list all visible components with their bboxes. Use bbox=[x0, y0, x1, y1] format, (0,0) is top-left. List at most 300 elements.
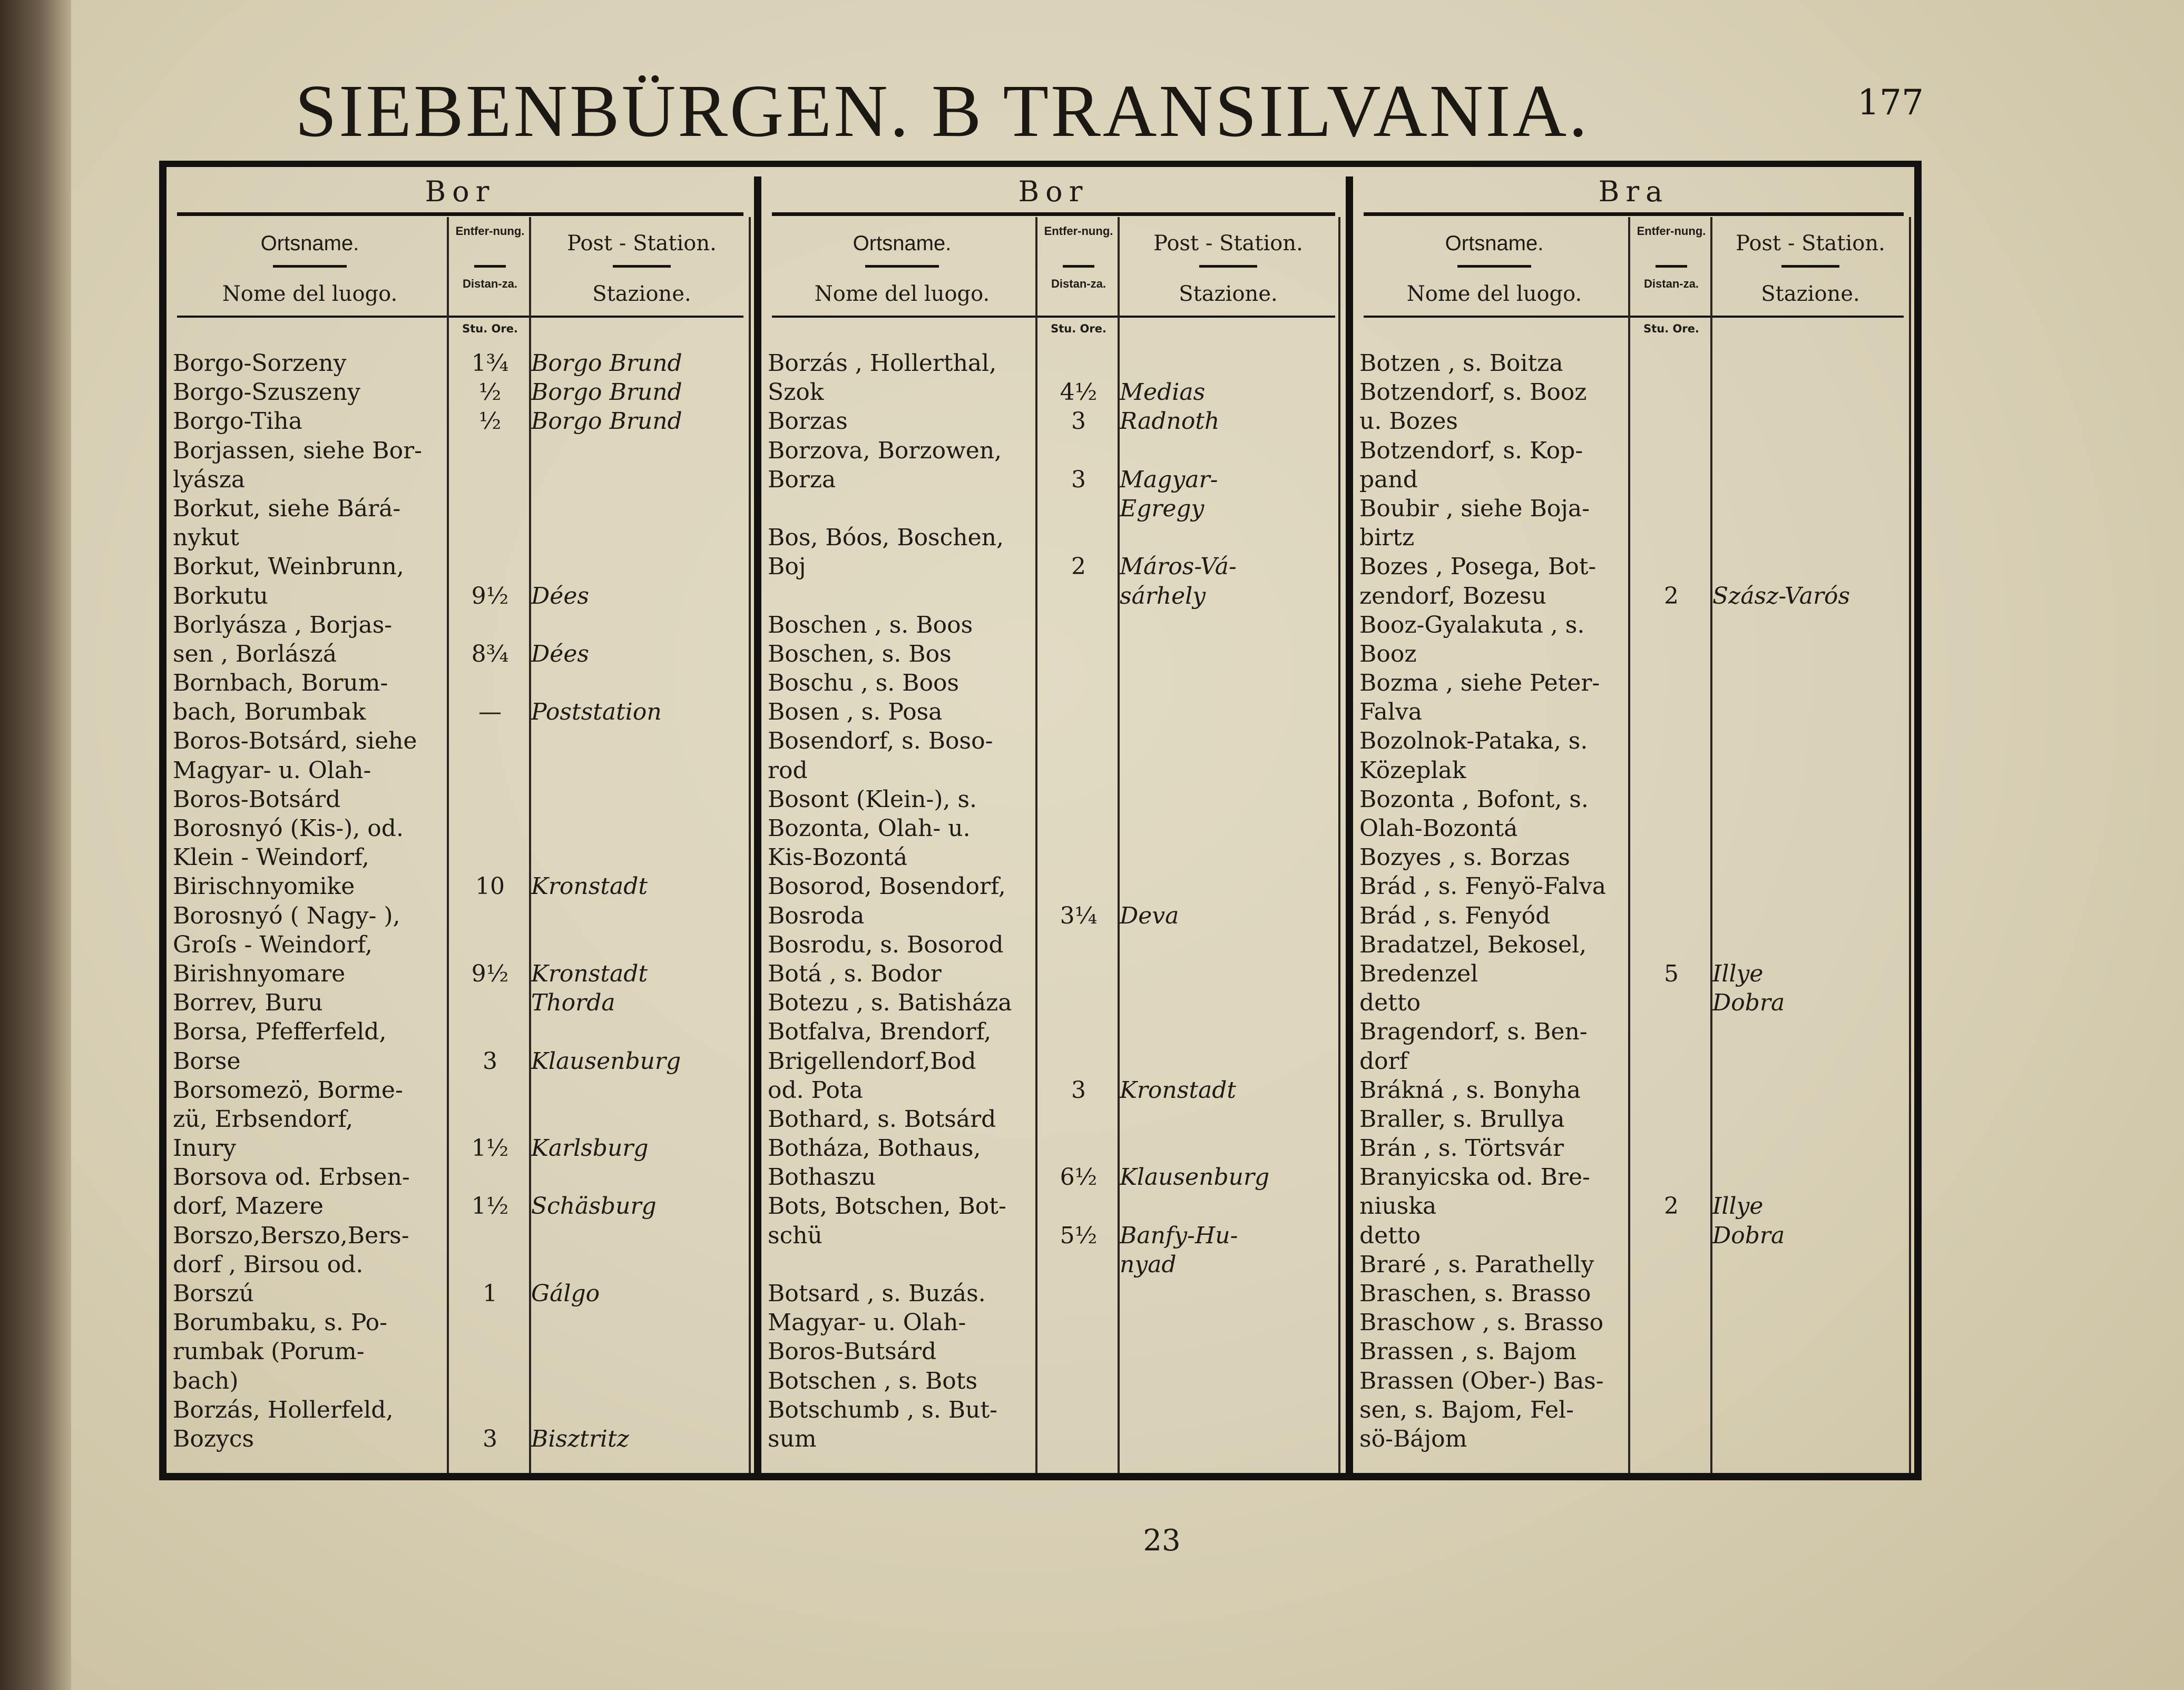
table-row bbox=[761, 582, 1346, 611]
place-name: Olah-Bozontá bbox=[1359, 815, 1518, 842]
table-rows bbox=[761, 349, 1346, 1453]
distance: — bbox=[478, 699, 502, 726]
place-name: Borsomezö, Borme- bbox=[173, 1076, 403, 1104]
distance: 3¼ bbox=[1060, 902, 1098, 929]
place-name: Borzova, Borzowen, bbox=[768, 437, 1002, 464]
table-row bbox=[1353, 785, 1914, 814]
place-name: rod bbox=[768, 756, 808, 784]
table-row bbox=[761, 1192, 1346, 1221]
place-name: Borza bbox=[768, 466, 836, 493]
table-row bbox=[1353, 1017, 1914, 1046]
place-name: Borgo-Sorzeny bbox=[173, 350, 347, 377]
place-name: Borrev, Buru bbox=[173, 989, 323, 1017]
table-row bbox=[761, 1279, 1346, 1308]
place-name: Botsard , s. Buzás. bbox=[768, 1280, 986, 1307]
header-rule bbox=[1781, 265, 1839, 268]
table-row bbox=[167, 697, 754, 726]
post-station: Szász-Varós bbox=[1712, 582, 1850, 610]
table-row bbox=[167, 349, 754, 378]
table-row bbox=[167, 1424, 754, 1453]
place-name: Booz-Gyalakuta , s. bbox=[1359, 611, 1585, 638]
place-name: Borlyásza , Borjas- bbox=[173, 611, 393, 638]
place-name: Boschen , s. Boos bbox=[768, 611, 973, 638]
post-station: Radnoth bbox=[1120, 408, 1220, 435]
table-row bbox=[167, 523, 754, 552]
post-station: sárhely bbox=[1120, 582, 1206, 610]
post-station: Máros-Vá- bbox=[1120, 553, 1237, 581]
table-row bbox=[761, 697, 1346, 726]
place-name: Boros-Butsárd bbox=[768, 1338, 937, 1365]
column-header-station-it: Stazione. bbox=[592, 282, 691, 306]
table-row bbox=[761, 1424, 1346, 1453]
place-name: Bozma , siehe Peter- bbox=[1359, 670, 1600, 697]
place-name: od. Pota bbox=[768, 1076, 863, 1104]
column-header-dist-de: Entfer-nung. bbox=[1044, 224, 1113, 238]
table-row bbox=[167, 1017, 754, 1046]
post-station: Illye bbox=[1712, 960, 1764, 987]
table-row bbox=[167, 901, 754, 930]
table-row bbox=[761, 349, 1346, 378]
table-row bbox=[167, 1163, 754, 1192]
book-binding bbox=[0, 0, 71, 1690]
column-header-dist-it: Distan-za. bbox=[1051, 277, 1106, 290]
table-row bbox=[167, 407, 754, 436]
place-name: Borszo,Berszo,Bers- bbox=[173, 1222, 409, 1249]
table-row bbox=[1353, 640, 1914, 669]
place-name: Borkut, siehe Bárá- bbox=[173, 495, 401, 522]
table-row bbox=[1353, 1163, 1914, 1192]
distance: 1½ bbox=[471, 1135, 509, 1162]
place-name: lyásza bbox=[173, 466, 246, 493]
table-row bbox=[761, 726, 1346, 755]
place-name: Falva bbox=[1359, 699, 1422, 726]
table-row bbox=[1353, 872, 1914, 901]
table-row bbox=[761, 843, 1346, 872]
place-name: Borsova od. Erbsen- bbox=[173, 1164, 410, 1191]
table-row bbox=[167, 959, 754, 988]
place-name: Bosrodu, s. Bosorod bbox=[768, 931, 1004, 958]
post-station: Dées bbox=[531, 640, 589, 667]
column-header-station-de: Post - Station. bbox=[1736, 231, 1885, 256]
place-name: bach, Borumbak bbox=[173, 699, 366, 726]
post-station: Dobra bbox=[1712, 989, 1785, 1017]
place-name: Bozonta , Bofont, s. bbox=[1359, 785, 1589, 813]
table-row bbox=[761, 1163, 1346, 1192]
table-row bbox=[167, 785, 754, 814]
place-name: Borsa, Pfefferfeld, bbox=[173, 1018, 387, 1046]
place-name: nykut bbox=[173, 524, 239, 552]
place-name: dorf , Birsou od. bbox=[173, 1251, 364, 1278]
place-name: Braschow , s. Brasso bbox=[1359, 1309, 1604, 1337]
place-name: Boros-Botsárd, siehe bbox=[173, 728, 417, 755]
table-row bbox=[1353, 1367, 1914, 1396]
distance: 5 bbox=[1664, 960, 1679, 987]
distance: 1 bbox=[483, 1280, 497, 1307]
place-name: Bragendorf, s. Ben- bbox=[1359, 1018, 1588, 1046]
table-row bbox=[1353, 407, 1914, 436]
column-header-dist-it: Distan-za. bbox=[1644, 277, 1699, 290]
table-row bbox=[167, 1367, 754, 1396]
post-station: Medias bbox=[1120, 379, 1206, 406]
table-row bbox=[1353, 988, 1914, 1017]
table-row bbox=[1353, 1308, 1914, 1337]
place-name: Brán , s. Törtsvár bbox=[1359, 1135, 1564, 1162]
table-row bbox=[761, 959, 1346, 988]
place-name: dorf bbox=[1359, 1047, 1408, 1075]
table-row bbox=[761, 378, 1346, 407]
place-name: Boubir , siehe Boja- bbox=[1359, 495, 1590, 522]
place-name: Brád , s. Fenyód bbox=[1359, 902, 1551, 929]
place-name: Botzen , s. Boitza bbox=[1359, 350, 1563, 377]
table-row bbox=[167, 465, 754, 494]
post-station: Borgo Brund bbox=[531, 350, 682, 377]
distance: 10 bbox=[475, 873, 505, 900]
distance: 3 bbox=[483, 1047, 497, 1075]
distance: ½ bbox=[478, 379, 502, 406]
place-name: Magyar- u. Olah- bbox=[173, 756, 371, 784]
place-name: Bots, Botschen, Bot- bbox=[768, 1193, 1006, 1220]
gazetteer-table bbox=[159, 161, 1922, 1480]
post-station: Borgo Brund bbox=[531, 408, 682, 435]
place-name: Braller, s. Brullya bbox=[1359, 1105, 1565, 1133]
table-row bbox=[1353, 930, 1914, 959]
table-row bbox=[1353, 726, 1914, 755]
place-name: Bosroda bbox=[768, 902, 865, 929]
distance: 2 bbox=[1071, 553, 1086, 581]
table-row bbox=[167, 582, 754, 611]
unit-label: Stu. Ore. bbox=[1643, 322, 1699, 335]
place-name: sen , Borlászá bbox=[173, 640, 337, 667]
column-header-name-de: Ortsname. bbox=[260, 232, 359, 255]
table-row bbox=[167, 494, 754, 523]
section-heading: Bor bbox=[1018, 175, 1089, 208]
post-station: nyad bbox=[1120, 1251, 1177, 1278]
place-name: Botháza, Bothaus, bbox=[768, 1135, 981, 1162]
place-name: Birishnyomare bbox=[173, 960, 346, 987]
place-name: Bosont (Klein-), s. bbox=[768, 785, 977, 813]
place-name: sum bbox=[768, 1425, 817, 1452]
place-name: niuska bbox=[1359, 1193, 1437, 1220]
table-row bbox=[1353, 814, 1914, 843]
place-name: Botschumb , s. But- bbox=[768, 1396, 998, 1423]
place-name: Booz bbox=[1359, 640, 1417, 667]
place-name: Birischnyomike bbox=[173, 873, 355, 900]
table-row bbox=[167, 1105, 754, 1134]
table-row bbox=[761, 1076, 1346, 1105]
place-name: Borgo-Tiha bbox=[173, 408, 302, 435]
column-header-dist-it: Distan-za. bbox=[463, 277, 517, 290]
table-row bbox=[1353, 1076, 1914, 1105]
place-name: bach) bbox=[173, 1367, 239, 1394]
column-header-name-it: Nome del luogo. bbox=[1406, 282, 1582, 306]
table-row bbox=[761, 1017, 1346, 1046]
table-row bbox=[1353, 436, 1914, 465]
place-name: Braschen, s. Brasso bbox=[1359, 1280, 1591, 1307]
post-station: Thorda bbox=[531, 989, 615, 1017]
place-name: Botfalva, Brendorf, bbox=[768, 1018, 992, 1046]
place-name: Botschen , s. Bots bbox=[768, 1367, 978, 1394]
table-section bbox=[1353, 167, 1914, 1473]
table-row bbox=[167, 1221, 754, 1250]
place-name: detto bbox=[1359, 1222, 1421, 1249]
place-name: Bosendorf, s. Boso- bbox=[768, 728, 993, 755]
distance: 5½ bbox=[1060, 1222, 1098, 1249]
table-row bbox=[761, 640, 1346, 669]
distance: 9½ bbox=[471, 582, 509, 610]
place-name: Borjassen, siehe Bor- bbox=[173, 437, 423, 464]
heading-rule bbox=[772, 212, 1335, 216]
column-header-station-de: Post - Station. bbox=[1153, 231, 1303, 256]
place-name: Botezu , s. Batisháza bbox=[768, 989, 1012, 1017]
table-row bbox=[167, 1337, 754, 1366]
place-name: Borse bbox=[173, 1047, 241, 1075]
table-row bbox=[167, 640, 754, 669]
distance: 9½ bbox=[471, 960, 509, 987]
post-station: Kronstadt bbox=[531, 873, 648, 900]
table-row bbox=[1353, 611, 1914, 640]
table-row bbox=[761, 465, 1346, 494]
table-row bbox=[167, 1308, 754, 1337]
place-name: birtz bbox=[1359, 524, 1415, 552]
place-name: Boschen, s. Bos bbox=[768, 640, 952, 667]
distance: 3 bbox=[1071, 1076, 1086, 1104]
header-rule bbox=[613, 265, 671, 268]
table-row bbox=[761, 785, 1346, 814]
table-row bbox=[761, 1134, 1346, 1163]
table-row bbox=[1353, 349, 1914, 378]
table-row bbox=[167, 436, 754, 465]
place-name: Inury bbox=[173, 1135, 236, 1162]
table-row bbox=[167, 1250, 754, 1279]
place-name: Borumbaku, s. Po- bbox=[173, 1309, 388, 1337]
column-header-dist-de: Entfer-nung. bbox=[455, 224, 525, 238]
table-row bbox=[167, 988, 754, 1017]
table-row bbox=[1353, 465, 1914, 494]
unit-label: Stu. Ore. bbox=[462, 322, 518, 335]
column-header-dist-de: Entfer-nung. bbox=[1637, 224, 1706, 238]
section-heading: Bra bbox=[1598, 175, 1669, 208]
table-row bbox=[167, 726, 754, 755]
table-row bbox=[167, 1134, 754, 1163]
place-name: Bozes , Posega, Bot- bbox=[1359, 553, 1597, 581]
place-name: Brákná , s. Bonyha bbox=[1359, 1076, 1581, 1104]
header-rule bbox=[1457, 265, 1531, 268]
table-row bbox=[761, 1105, 1346, 1134]
unit-label: Stu. Ore. bbox=[1051, 322, 1106, 335]
post-station: Banfy-Hu- bbox=[1120, 1222, 1238, 1249]
place-name: Bothaszu bbox=[768, 1164, 876, 1191]
column-header-name-de: Ortsname. bbox=[853, 232, 952, 255]
place-name: Groſs - Weindorf, bbox=[173, 931, 373, 958]
table-row bbox=[761, 814, 1346, 843]
place-name: detto bbox=[1359, 989, 1421, 1017]
table-row bbox=[1353, 523, 1914, 552]
table-row bbox=[761, 901, 1346, 930]
table-row bbox=[167, 552, 754, 581]
header-bottom-rule bbox=[772, 316, 1335, 318]
place-name: Botá , s. Bodor bbox=[768, 960, 942, 987]
distance: 1¾ bbox=[471, 350, 509, 377]
place-name: Branyicska od. Bre- bbox=[1359, 1164, 1590, 1191]
post-station: Magyar- bbox=[1120, 466, 1218, 493]
header-bottom-rule bbox=[1364, 316, 1904, 318]
place-name: u. Bozes bbox=[1359, 408, 1458, 435]
post-station: Klausenburg bbox=[1120, 1164, 1270, 1191]
table-row bbox=[167, 1279, 754, 1308]
table-row bbox=[167, 1076, 754, 1105]
place-name: Klein - Weindorf, bbox=[173, 844, 369, 871]
table-row bbox=[167, 1047, 754, 1076]
place-name: Borosnyó ( Nagy- ), bbox=[173, 902, 400, 929]
table-row bbox=[761, 930, 1346, 959]
header-rule bbox=[865, 265, 939, 268]
table-row bbox=[167, 843, 754, 872]
place-name: Bosorod, Bosendorf, bbox=[768, 873, 1006, 900]
table-row bbox=[167, 611, 754, 640]
column-header-name-de: Ortsname. bbox=[1445, 232, 1544, 255]
place-name: zü, Erbsendorf, bbox=[173, 1105, 354, 1133]
place-name: schü bbox=[768, 1222, 822, 1249]
place-name: Brigellendorf,Bod bbox=[768, 1047, 976, 1075]
table-row bbox=[761, 1221, 1346, 1250]
place-name: Bosen , s. Posa bbox=[768, 699, 943, 726]
heading-rule bbox=[1364, 212, 1904, 216]
distance: 2 bbox=[1664, 1193, 1679, 1220]
table-row bbox=[761, 1367, 1346, 1396]
table-row bbox=[761, 872, 1346, 901]
place-name: Bradatzel, Bekosel, bbox=[1359, 931, 1587, 958]
column-header-name-it: Nome del luogo. bbox=[814, 282, 990, 306]
post-station: Kronstadt bbox=[531, 960, 648, 987]
table-row bbox=[1353, 1105, 1914, 1134]
table-row bbox=[1353, 1279, 1914, 1308]
table-section bbox=[167, 167, 754, 1473]
place-name: sö-Bájom bbox=[1359, 1425, 1467, 1452]
table-row bbox=[761, 407, 1346, 436]
distance: ½ bbox=[478, 408, 502, 435]
distance: 1½ bbox=[471, 1193, 509, 1220]
table-rows bbox=[1353, 349, 1914, 1453]
header-rule bbox=[1063, 265, 1094, 268]
place-name: Borzás , Hollerthal, bbox=[768, 350, 997, 377]
place-name: Borkutu bbox=[173, 582, 268, 610]
table-row bbox=[1353, 697, 1914, 726]
table-row bbox=[167, 1192, 754, 1221]
table-row bbox=[1353, 901, 1914, 930]
distance: 3 bbox=[1071, 466, 1086, 493]
heading-rule bbox=[177, 212, 743, 216]
place-name: Kis-Bozontá bbox=[768, 844, 908, 871]
table-row bbox=[167, 378, 754, 407]
table-row bbox=[1353, 669, 1914, 697]
distance: 6½ bbox=[1060, 1164, 1098, 1191]
place-name: Borosnyó (Kis-), od. bbox=[173, 815, 404, 842]
distance: 3 bbox=[1071, 408, 1086, 435]
place-name: Brád , s. Fenyö-Falva bbox=[1359, 873, 1606, 900]
place-name: Brassen , s. Bajom bbox=[1359, 1338, 1577, 1365]
place-name: Borszú bbox=[173, 1280, 254, 1307]
table-row bbox=[1353, 1396, 1914, 1424]
place-name: Bothard, s. Botsárd bbox=[768, 1105, 996, 1133]
post-station: Egregy bbox=[1120, 495, 1204, 522]
table-rows bbox=[167, 349, 754, 1453]
table-row bbox=[761, 436, 1346, 465]
place-name: Bozyes , s. Borzas bbox=[1359, 844, 1570, 871]
table-row bbox=[167, 930, 754, 959]
column-header-name-it: Nome del luogo. bbox=[222, 282, 398, 306]
column-header-station-it: Stazione. bbox=[1761, 282, 1860, 306]
table-row bbox=[1353, 582, 1914, 611]
distance: 2 bbox=[1664, 582, 1679, 610]
table-row bbox=[167, 1396, 754, 1424]
place-name: dorf, Mazere bbox=[173, 1193, 324, 1220]
place-name: Bozonta, Olah- u. bbox=[768, 815, 971, 842]
table-row bbox=[761, 523, 1346, 552]
table-row bbox=[761, 669, 1346, 697]
header-rule bbox=[1199, 265, 1257, 268]
place-name: Szok bbox=[768, 379, 824, 406]
table-row bbox=[1353, 1134, 1914, 1163]
column-header-station-it: Stazione. bbox=[1179, 282, 1278, 306]
page-number: 177 bbox=[1857, 82, 1924, 123]
place-name: pand bbox=[1359, 466, 1418, 493]
section-divider bbox=[1346, 176, 1353, 1473]
table-row bbox=[167, 814, 754, 843]
place-name: Bozycs bbox=[173, 1425, 254, 1452]
header-rule bbox=[273, 265, 347, 268]
post-station: Poststation bbox=[531, 699, 662, 726]
column-header-station-de: Post - Station. bbox=[567, 231, 717, 256]
place-name: Bornbach, Borum- bbox=[173, 670, 388, 697]
section-divider bbox=[754, 176, 761, 1473]
place-name: Bozolnok-Pataka, s. bbox=[1359, 728, 1588, 755]
post-station: Karlsburg bbox=[531, 1135, 649, 1162]
place-name: Botzendorf, s. Booz bbox=[1359, 379, 1587, 406]
place-name: Brassen (Ober-) Bas- bbox=[1359, 1367, 1604, 1394]
post-station: Dées bbox=[531, 582, 589, 610]
table-row bbox=[1353, 1047, 1914, 1076]
place-name: Boros-Botsárd bbox=[173, 785, 341, 813]
post-station: Klausenburg bbox=[531, 1047, 681, 1075]
place-name: zendorf, Bozesu bbox=[1359, 582, 1546, 610]
signature-mark: 23 bbox=[1143, 1524, 1181, 1558]
place-name: Bredenzel bbox=[1359, 960, 1478, 987]
table-row bbox=[761, 494, 1346, 523]
table-row bbox=[761, 611, 1346, 640]
table-row bbox=[1353, 494, 1914, 523]
table-row bbox=[167, 669, 754, 697]
table-row bbox=[761, 1337, 1346, 1366]
post-station: Schäsburg bbox=[531, 1193, 657, 1220]
table-row bbox=[1353, 552, 1914, 581]
place-name: Boschu , s. Boos bbox=[768, 670, 959, 697]
section-heading: Bor bbox=[425, 175, 496, 208]
post-station: Gálgo bbox=[531, 1280, 600, 1307]
place-name: Braré , s. Parathelly bbox=[1359, 1251, 1594, 1278]
place-name: Magyar- u. Olah- bbox=[768, 1309, 966, 1337]
table-row bbox=[761, 988, 1346, 1017]
post-station: Illye bbox=[1712, 1193, 1764, 1220]
place-name: Boj bbox=[768, 553, 806, 581]
post-station: Dobra bbox=[1712, 1222, 1785, 1249]
place-name: rumbak (Porum- bbox=[173, 1338, 365, 1365]
table-row bbox=[1353, 1221, 1914, 1250]
table-row bbox=[1353, 1250, 1914, 1279]
place-name: Közeplak bbox=[1359, 756, 1466, 784]
post-station: Borgo Brund bbox=[531, 379, 682, 406]
place-name: Bos, Bóos, Boschen, bbox=[768, 524, 1004, 552]
place-name: Botzendorf, s. Kop- bbox=[1359, 437, 1583, 464]
